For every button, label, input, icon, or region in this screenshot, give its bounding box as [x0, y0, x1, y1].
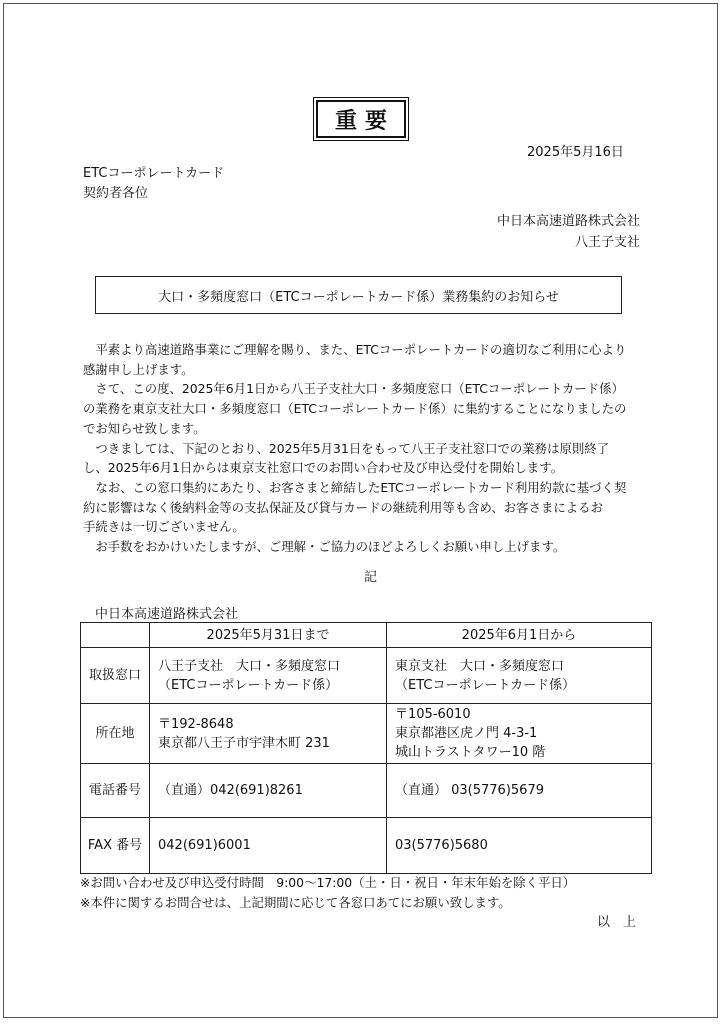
cell-line: 八王子支社 大口・多頻度窓口	[158, 658, 341, 674]
table-row	[81, 818, 652, 874]
body-line: さて、この度、2025年6月1日から八王子支社大口・多頻度窓口（ETCコーポレートカード係）	[83, 381, 624, 397]
cell-line: 〒105-6010	[395, 707, 471, 722]
body-line: でお知らせ致します。	[83, 420, 206, 436]
header-after: 2025年6月1日から	[387, 623, 652, 648]
cell-after: 03(5776)5680	[387, 818, 652, 874]
cell-before: （直通）042(691)8261	[150, 764, 387, 818]
cell-after	[387, 704, 652, 764]
row-label: FAX 番号	[81, 818, 150, 874]
table-row	[81, 648, 652, 704]
header-before: 2025年5月31日まで	[150, 623, 387, 648]
body-line: し、2025年6月1日からは東京支社窓口でのお問い合わせ及び申込受付を開始します。	[83, 460, 563, 476]
note-line-inquiry: ※本件に関するお問合せは、上記期間に応じて各窓口あてにお願い致します。	[80, 895, 511, 910]
table-row	[81, 764, 652, 818]
addressee-line-1: ETCコーポレートカード	[83, 166, 225, 181]
body-line: 感謝申し上げます。	[83, 361, 194, 377]
row-label: 取扱窓口	[81, 648, 150, 704]
body-text	[83, 340, 643, 557]
body-line: なお、この窓口集約にあたり、お客さまと締結したETCコーポレートカード利用約款に基づく契	[83, 479, 627, 495]
cell-line: （ETCコーポレートカード係）	[395, 677, 576, 693]
body-line: 平素より高速道路事業にご理解を賜り、また、ETCコーポレートカードの適切なご利用に心より	[83, 342, 627, 357]
body-line: 約に影響はなく後納料金等の支払保証及び貸与カードの継続利用等も含め、お客さまによるお	[83, 499, 603, 515]
document-date: 2025年5月16日	[527, 145, 624, 160]
cell-line: 城山トラストタワー10 階	[395, 745, 546, 760]
cell-before	[150, 648, 387, 704]
subject-box: 大口・多頻度窓口（ETCコーポレートカード係）業務集約のお知らせ	[95, 276, 622, 314]
table-header-row	[81, 623, 652, 648]
contact-table	[80, 622, 652, 874]
cell-line: （ETCコーポレートカード係）	[158, 677, 339, 693]
body-line: 手続きは一切ございません。	[83, 519, 245, 535]
ki-heading: 記	[364, 570, 378, 585]
table-row	[81, 704, 652, 764]
table-corner-cell	[81, 623, 150, 648]
body-line: お手数をおかけいたしますが、ご理解・ご協力のほどよろしくお願い申し上げます。	[83, 539, 566, 555]
closing-ijo: 以 上	[597, 915, 637, 930]
body-line: の業務を東京支社大口・多頻度窓口（ETCコーポレートカード係）に集約することになりましたの	[83, 401, 627, 417]
cell-line: 〒192-8648	[158, 716, 234, 732]
note-line-hours: ※お問い合わせ及び申込受付時間 9:00～17:00（土・日・祝日・年末年始を除く平日）	[80, 875, 576, 890]
cell-after: （直通） 03(5776)5679	[387, 764, 652, 818]
row-label: 電話番号	[81, 764, 150, 818]
cell-after	[387, 648, 652, 704]
sender-branch: 八王子支社	[574, 235, 640, 250]
cell-line: 東京支社 大口・多頻度窓口	[395, 658, 565, 674]
table-caption: 中日本高速道路株式会社	[95, 607, 239, 622]
sender-company: 中日本高速道路株式会社	[496, 214, 640, 229]
cell-before: 042(691)6001	[150, 818, 387, 874]
body-line: つきましては、下記のとおり、2025年5月31日をもって八王子支社窓口での業務は原則終了	[83, 440, 610, 456]
row-label: 所在地	[81, 704, 150, 764]
cell-before	[150, 704, 387, 764]
cell-line: 東京都港区虎ノ門 4-3-1	[395, 726, 538, 741]
cell-line: 東京都八王子市宇津木町 231	[158, 735, 330, 751]
addressee-line-2: 契約者各位	[83, 186, 149, 201]
important-stamp: 重要	[316, 100, 406, 138]
